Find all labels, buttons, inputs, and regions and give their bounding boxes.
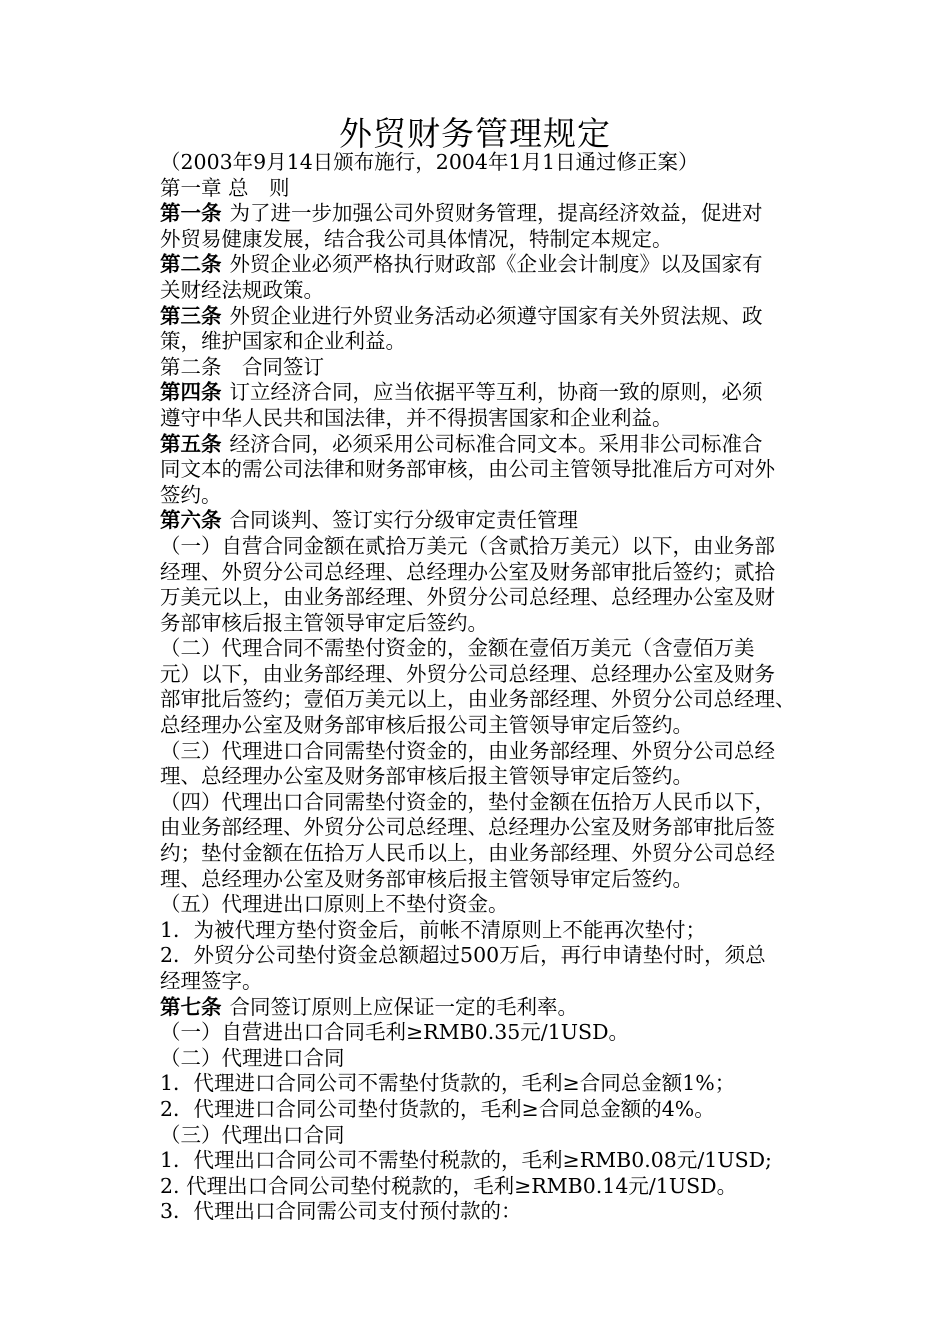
line-text: （二）代理合同不需垫付资金的，金额在壹佰万美元（含壹佰万美	[160, 636, 755, 661]
line-text: 元）以下，由业务部经理、外贸分公司总经理、总经理办公室及财务	[160, 661, 775, 686]
line-text: 1．为被代理方垫付资金后，前帐不清原则上不能再次垫付；	[160, 917, 707, 942]
document-line	[160, 534, 850, 560]
line-text: 理、总经理办公室及财务部审核后报主管领导审定后签约。	[160, 866, 693, 891]
line-text: 策，维护国家和企业利益。	[160, 329, 406, 354]
document-line	[160, 252, 850, 278]
line-text: 同文本的需公司法律和财务部审核，由公司主管领导批准后方可对外	[160, 457, 775, 482]
line-text: 由业务部经理、外贸分公司总经理、总经理办公室及财务部审批后签	[160, 815, 775, 840]
document-line	[160, 176, 850, 202]
line-text: 第一章 总 则	[160, 175, 290, 200]
line-text: （二）代理进口合同	[160, 1045, 345, 1070]
document-line	[160, 380, 850, 406]
line-text: 第二条 合同签订	[160, 354, 324, 379]
line-text: 遵守中华人民共和国法律，并不得损害国家和企业利益。	[160, 405, 673, 430]
document-line	[160, 457, 850, 483]
article-number: 第四条	[160, 380, 222, 405]
document-line	[160, 1071, 850, 1097]
document-line	[160, 841, 850, 867]
line-text: 关财经法规政策。	[160, 277, 324, 302]
line-text: （四）代理出口合同需垫付资金的，垫付金额在伍拾万人民币以下，	[160, 789, 775, 814]
line-text: 经理、外贸分公司总经理、总经理办公室及财务部审批后签约；贰拾	[160, 559, 775, 584]
line-text: 3．代理出口合同需公司支付预付款的：	[160, 1199, 522, 1224]
line-text: 理、总经理办公室及财务部审核后报主管领导审定后签约。	[160, 764, 693, 789]
line-text: 为了进一步加强公司外贸财务管理，提高经济效益，促进对	[229, 201, 763, 226]
line-text: 2．代理进口合同公司垫付货款的，毛利≥合同总金额的4%。	[160, 1096, 715, 1121]
document-line	[160, 1097, 850, 1123]
document-line	[160, 1199, 850, 1225]
document-title: 外贸财务管理规定	[339, 114, 611, 153]
article-number: 第三条	[160, 303, 222, 328]
document-line	[160, 508, 850, 534]
document-line	[160, 943, 850, 969]
line-text: 合同谈判、签订实行分级审定责任管理	[229, 508, 578, 533]
document-line	[160, 892, 850, 918]
document-line	[160, 278, 850, 304]
document-line	[160, 713, 850, 739]
line-text: 务部审核后报主管领导审定后签约。	[160, 610, 488, 635]
line-text: 部审批后签约；壹佰万美元以上，由业务部经理、外贸分公司总经理、	[160, 687, 796, 712]
document-line	[160, 815, 850, 841]
line-text: 2. 代理出口合同公司垫付税款的，毛利≥RMB0.14元/1USD。	[160, 1173, 738, 1198]
document-line	[160, 1174, 850, 1200]
line-text: 签约。	[160, 482, 222, 507]
document-line	[160, 150, 850, 176]
article-number: 第二条	[160, 252, 222, 277]
line-text: （三）代理进口合同需垫付资金的，由业务部经理、外贸分公司总经	[160, 738, 775, 763]
document-line	[160, 969, 850, 995]
document-line	[160, 355, 850, 381]
line-text: 外贸企业进行外贸业务活动必须遵守国家有关外贸法规、政	[229, 303, 763, 328]
document-line	[160, 201, 850, 227]
article-number: 第五条	[160, 431, 222, 456]
line-text: （五）代理进出口原则上不垫付资金。	[160, 892, 509, 917]
line-text: （三）代理出口合同	[160, 1122, 345, 1147]
document-line	[160, 636, 850, 662]
document-line	[160, 560, 850, 586]
document-line	[160, 329, 850, 355]
document-line	[160, 867, 850, 893]
document-line	[160, 406, 850, 432]
line-text: （一）自营进出口合同毛利≥RMB0.35元/1USD。	[160, 1020, 630, 1045]
document-line	[160, 1046, 850, 1072]
document-line	[160, 432, 850, 458]
document-line	[160, 687, 850, 713]
line-text: 经理签字。	[160, 969, 263, 993]
line-text: 万美元以上，由业务部经理、外贸分公司总经理、总经理办公室及财	[160, 585, 775, 610]
line-text: 外贸企业必须严格执行财政部《企业会计制度》以及国家有	[229, 252, 763, 277]
line-text: 1．代理出口合同公司不需垫付税款的，毛利≥RMB0.08元/1USD;	[160, 1148, 772, 1173]
document-line	[160, 304, 850, 330]
line-text: 总经理办公室及财务部审核后报公司主管领导审定后签约。	[160, 713, 693, 738]
document-line	[160, 995, 850, 1021]
line-text: 约；垫付金额在伍拾万人民币以上，由业务部经理、外贸分公司总经	[160, 841, 775, 866]
document-line	[160, 1148, 850, 1174]
document-line	[160, 1020, 850, 1046]
document-body	[160, 150, 850, 1225]
line-text: 订立经济合同，应当依据平等互利，协商一致的原则，必须	[229, 380, 763, 405]
document-line	[160, 611, 850, 637]
article-number: 第六条	[160, 508, 222, 533]
document-line	[160, 739, 850, 765]
document-line	[160, 764, 850, 790]
line-text: 经济合同，必须采用公司标准合同文本。采用非公司标准合	[229, 431, 763, 456]
document-line	[160, 227, 850, 253]
line-text: 2．外贸分公司垫付资金总额超过500万后，再行申请垫付时，须总	[160, 943, 766, 968]
document-line	[160, 483, 850, 509]
document-line	[160, 918, 850, 944]
document-line	[160, 1123, 850, 1149]
line-text: （2003年9月14日颁布施行，2004年1月1日通过修正案）	[160, 150, 699, 174]
line-text: 1．代理进口合同公司不需垫付货款的，毛利≥合同总金额1%；	[160, 1071, 736, 1096]
article-number: 第一条	[160, 201, 222, 226]
line-text: 外贸易健康发展，结合我公司具体情况，特制定本规定。	[160, 226, 673, 251]
article-number: 第七条	[160, 994, 222, 1019]
line-text: 合同签订原则上应保证一定的毛利率。	[229, 994, 578, 1019]
line-text: （一）自营合同金额在贰拾万美元（含贰拾万美元）以下，由业务部	[160, 533, 775, 558]
document-line	[160, 662, 850, 688]
document-line	[160, 790, 850, 816]
document-line	[160, 585, 850, 611]
